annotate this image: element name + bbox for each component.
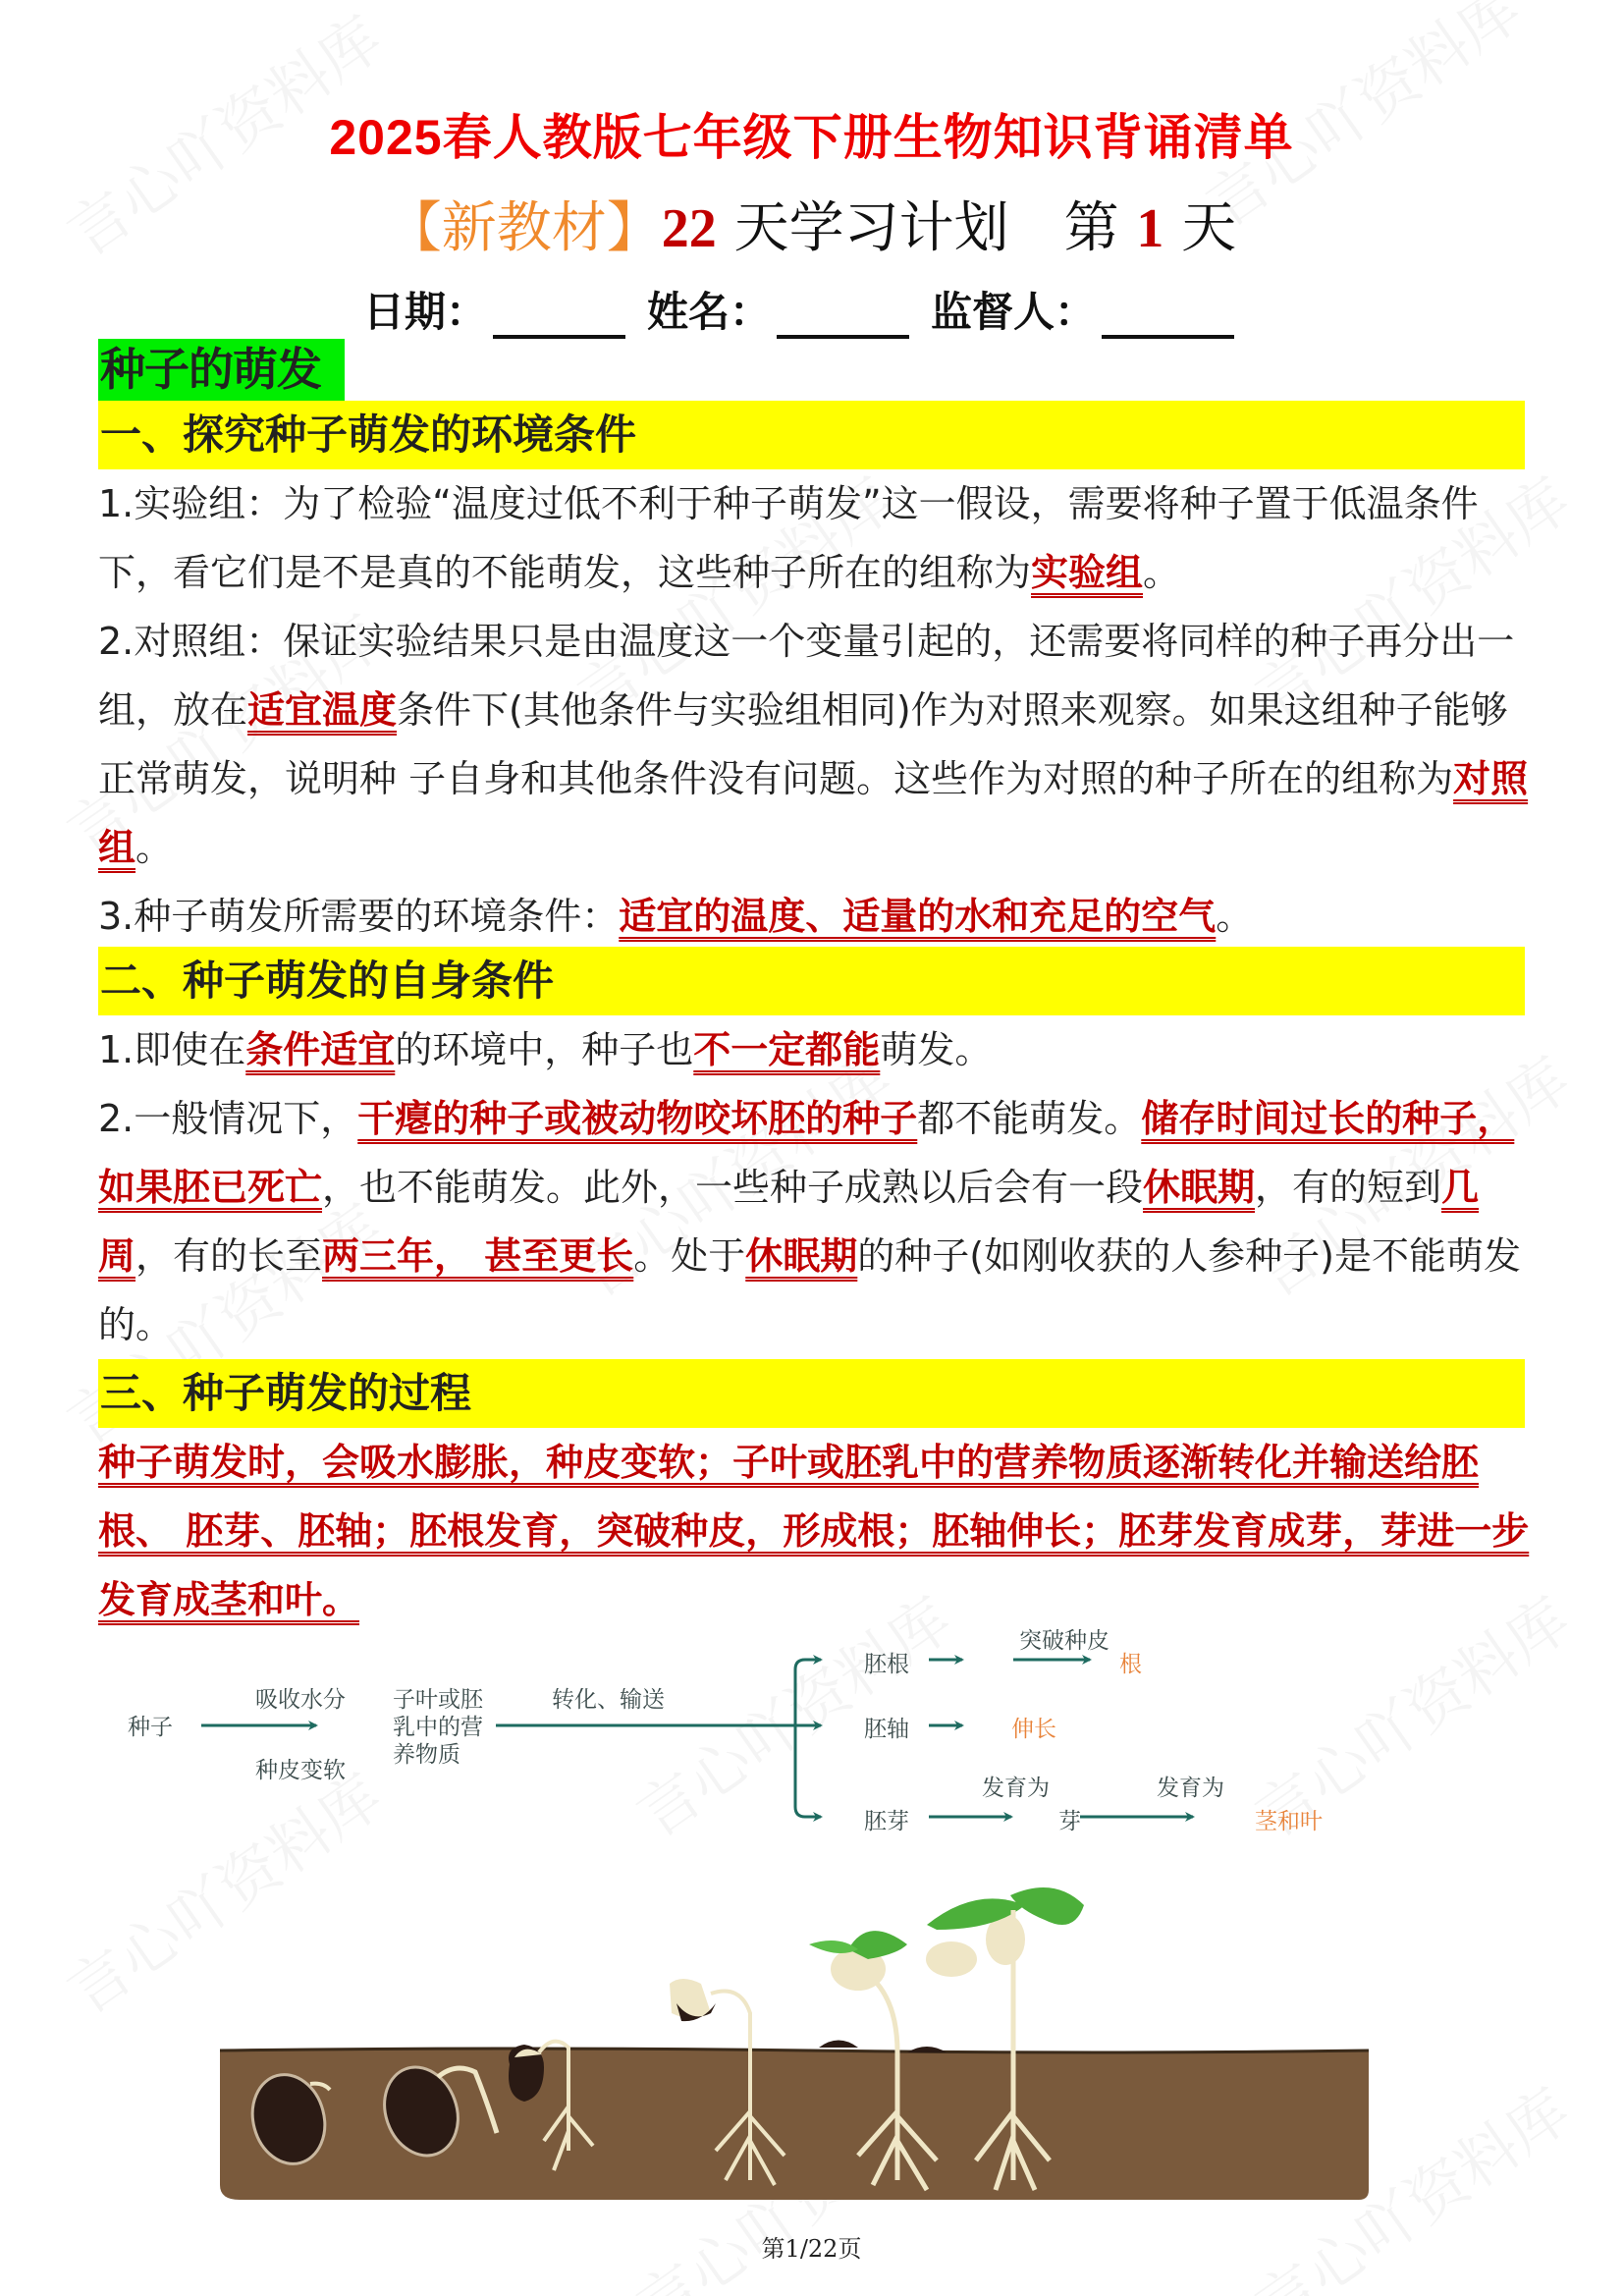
- diagram-nutrients-line3: 养物质: [393, 1742, 460, 1768]
- supervisor-field[interactable]: [1102, 298, 1234, 339]
- page-indicator: 第1/22页: [761, 2235, 862, 2263]
- tag-bracket-close: 】: [606, 196, 662, 260]
- paragraph-self-conditions-1: 1.即使在条件适宜的环境中，种子也不一定都能萌发。: [98, 1028, 993, 1071]
- plan-text: 天学习计划: [716, 196, 1009, 260]
- key-term: 对照组: [98, 757, 1529, 869]
- document-title: 2025春人教版七年级下册生物知识背诵清单: [329, 110, 1294, 165]
- key-term: 休眠期: [745, 1234, 858, 1278]
- supervisor-label: 监督人：: [931, 288, 1097, 336]
- key-term: 不一定都能: [693, 1028, 881, 1071]
- info-fields-row: [363, 280, 1256, 339]
- key-term: 储存时间过长的种子，如果胚已死亡: [98, 1097, 1515, 1209]
- diagram-elongate: 伸长: [1011, 1717, 1056, 1742]
- topic-title: 种子的萌发: [98, 339, 345, 401]
- diagram-break-seed-coat: 突破种皮: [1019, 1628, 1109, 1654]
- diagram-seed: 种子: [128, 1715, 173, 1740]
- key-term: 干瘪的种子或被动物咬坏胚的种子: [357, 1097, 918, 1140]
- day-suffix: 天: [1163, 196, 1237, 260]
- section-heading-1: 一、探究种子萌发的环境条件: [98, 401, 1525, 469]
- germination-stages-image: [220, 1876, 1379, 2200]
- day-prefix: 第: [1063, 196, 1137, 260]
- paragraph-self-conditions-2: 2.一般情况下，干瘪的种子或被动物咬坏胚的种子都不能萌发。储存时间过长的种子，如果胚已死亡，也不能萌发。此外，一些种子成熟以后会有一段休眠期，有的短到几周，有的长至两三年， 甚至更长。处于休眠期的种子(如刚收获的人参种子)是不能萌发的。: [98, 1097, 1521, 1346]
- name-label: 姓名：: [647, 288, 772, 336]
- key-term: 条件适宜: [245, 1028, 396, 1071]
- diagram-hypocotyl: 胚轴: [864, 1717, 909, 1742]
- date-label: 日期：: [363, 288, 488, 336]
- diagram-stem-and-leaf: 茎和叶: [1255, 1809, 1323, 1834]
- key-term: 实验组: [1031, 551, 1144, 594]
- diagram-plumule: 胚芽: [864, 1809, 909, 1834]
- paragraph-control-group: 2.对照组：保证实验结果只是由温度这一个变量引起的，还需要将同样的种子再分出一组，放在适宜温度条件下(其他条件与实验组相同)作为对照来观察。如果这组种子能够正常萌发，说明种 子自身和其他条件没有问题。这些作为对照的种子所在的组称为对照组。: [98, 620, 1529, 869]
- diagram-develops-into-1: 发育为: [982, 1776, 1050, 1801]
- study-plan-heading: [0, 185, 1623, 263]
- germination-process-summary: 种子萌发时，会吸水膨胀，种皮变软；子叶或胚乳中的营养物质逐渐转化并输送给胚根、 胚芽、胚轴；胚根发育，突破种皮，形成根；胚轴伸长；胚芽发育成芽，芽进一步发育成茎和叶。: [98, 1441, 1530, 1621]
- diagram-bud: 芽: [1058, 1809, 1081, 1834]
- key-term: 两三年， 甚至更长: [322, 1234, 634, 1278]
- diagram-seed-coat-softens: 种皮变软: [255, 1758, 346, 1783]
- day-number: 1: [1136, 198, 1164, 259]
- key-term: 休眠期: [1143, 1166, 1256, 1209]
- section-heading-3: 三、种子萌发的过程: [98, 1359, 1525, 1428]
- key-term: 适宜温度: [247, 688, 398, 732]
- diagram-root: 根: [1119, 1652, 1142, 1677]
- section-heading-2: 二、种子萌发的自身条件: [98, 947, 1525, 1015]
- germination-flow-diagram: [98, 1611, 1532, 1866]
- total-days: 22: [661, 198, 717, 259]
- tag-bracket-open: 【: [386, 196, 442, 260]
- paragraph-experimental-group: 1.实验组：为了检验“温度过低不利于种子萌发”这一假设，需要将种子置于低温条件下，看它们是不是真的不能萌发，这些种子所在的组称为实验组。: [98, 482, 1479, 594]
- key-term: 几周: [98, 1166, 1480, 1278]
- key-term: 适宜的温度、适量的水和充足的空气: [619, 895, 1217, 938]
- diagram-nutrients-line1: 子叶或胚: [393, 1687, 483, 1713]
- diagram-nutrients-line2: 乳中的营: [393, 1715, 483, 1740]
- date-field[interactable]: [493, 298, 625, 339]
- diagram-transform-transport: 转化、输送: [552, 1687, 665, 1713]
- diagram-radicle: 胚根: [864, 1652, 909, 1677]
- name-field[interactable]: [777, 298, 909, 339]
- paragraph-environment-conditions: 3.种子萌发所需要的环境条件：适宜的温度、适量的水和充足的空气。: [98, 895, 1254, 938]
- diagram-develops-into-2: 发育为: [1157, 1776, 1224, 1801]
- diagram-absorb-water: 吸收水分: [255, 1687, 346, 1713]
- new-textbook-tag: 新教材: [441, 196, 607, 260]
- germination-illustration: [220, 1876, 1379, 2200]
